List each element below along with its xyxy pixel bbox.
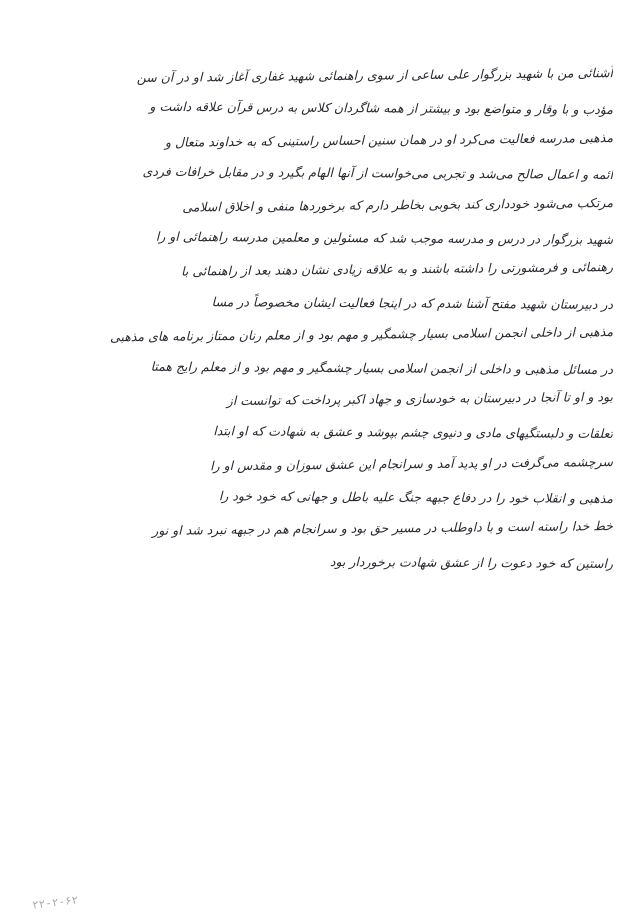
text-line: مذهبی مدرسه فعالیت می‌کرد او در همان سنین احساس راستینی که به خداوند متعال و — [164, 129, 614, 150]
text-line: شهید بزرگوار در درس و مدرسه موجب شد که مسئولین و معلمین مدرسه راهنمائی او را — [155, 228, 614, 247]
text-line: مذهبی از داخلی انجمن اسلامی بسیار چشمگیر و مهم بود و از معلم رنان ممتاز برنامه های مذهبی — [109, 324, 614, 345]
text-line: راستین که خود دعوت را از عشق شهادت برخوردار بود — [329, 553, 614, 571]
text-line: بود و او تا آنجا در دبیرستان به خودسازی و جهاد اکبر پرداخت که توانست از — [226, 388, 614, 408]
corner-pencil-mark: ۲۲-۲-۶۲ — [31, 893, 79, 912]
text-line: مؤدب و با وقار و متواضع بود و بیشتر از همه شاگردان کلاس به درس قرآن علاقه داشت و — [149, 99, 614, 118]
text-line: آشنائی من با شهید بزرگوار علی ساعی از سوی راهنمائی شهید غفاری آغاز شد او در آن سن — [136, 65, 614, 86]
text-line: در دبیرستان شهید مفتح آشنا شدم که در اینجا فعالیت ایشان مخصوصاً در مسا — [211, 293, 614, 312]
text-line: سرچشمه می‌گرفت در او پدید آمد و سرانجام این عشق سوزان و مقدس او را — [209, 453, 614, 473]
text-line: در مسائل مذهبی و داخلی از انجمن اسلامی بسیار چشمگیر و مهم بود و از معلم رایج همتا — [150, 358, 614, 377]
text-line: تعلقات و دلبستگیهای مادی و دنیوی چشم بپوشد و عشق به شهادت که او ابتدا — [213, 423, 614, 442]
text-line: خط خدا راسته است و با داوطلب در مسیر حق بود و سرانجام هم در جبهه نبرد شد او نور — [152, 518, 614, 539]
text-line: رهنمائی و فرمشورتی را داشته باشند و به علاقه زیادی نشان دهند بعد از راهنمائی با — [180, 259, 614, 279]
text-line: مذهبی و انقلاب خود را در دفاع جبهه جنگ علیه باطل و جهانی که خود خود را — [218, 488, 614, 507]
text-line: ائمه و اعمال صالح می‌شد و تجربی می‌خواست از آنها الهام بگیرد و در مقابل خرافات فردی — [142, 163, 614, 183]
text-line: مرتکب می‌شود خودداری کند بخوبی بخاطر دارم که برخوردها منفی و اخلاق اسلامی — [182, 194, 614, 215]
handwritten-text-block — [48, 60, 613, 578]
